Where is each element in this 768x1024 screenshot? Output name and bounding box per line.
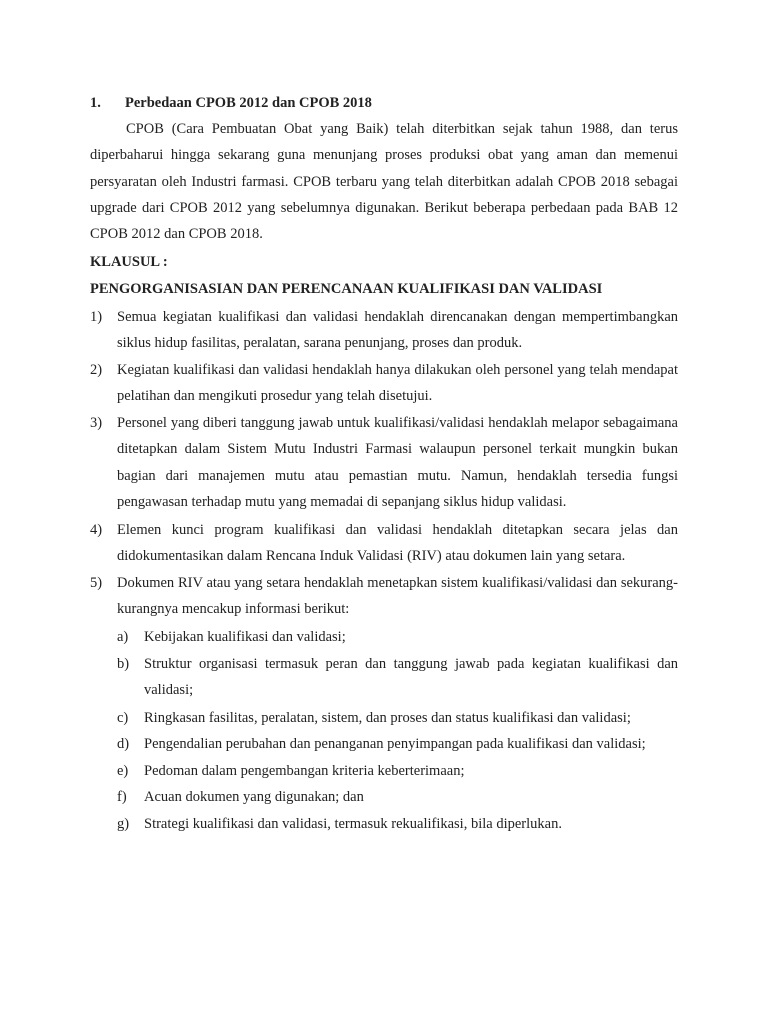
sub-item-a [117, 624, 678, 650]
list-marker: 5) [90, 575, 103, 591]
sub-item-d [117, 731, 678, 757]
list-item-2 [90, 357, 678, 410]
sub-marker: f) [117, 789, 127, 805]
sub-marker: d) [117, 736, 130, 752]
list-item-text: Semua kegiatan kualifikasi dan validasi hendaklah direncanakan dengan mempertimbangkan siklus hidup fasilitas, peralatan, sarana penunjang, proses dan produk. [117, 309, 678, 352]
sub-marker: b) [117, 656, 130, 672]
sub-item-e [117, 758, 678, 784]
sub-item-text: Ringkasan fasilitas, peralatan, sistem, dan proses dan status kualifikasi dan validasi; [144, 710, 631, 726]
sub-item-b [117, 651, 678, 704]
list-item-1 [90, 304, 678, 357]
section-title: PENGORGANISASIAN DAN PERENCANAAN KUALIFIKASI DAN VALIDASI [90, 281, 603, 297]
section-heading [90, 93, 372, 113]
sub-item-g [117, 811, 678, 837]
sub-marker: c) [117, 710, 129, 726]
heading-title: Perbedaan CPOB 2012 dan CPOB 2018 [125, 95, 372, 111]
list-item-text: Dokumen RIV atau yang setara hendaklah menetapkan sistem kualifikasi/validasi dan sekurang-kurangnya mencakup informasi berikut: [117, 575, 678, 618]
sub-item-text: Pengendalian perubahan dan penanganan penyimpangan pada kualifikasi dan validasi; [144, 736, 646, 752]
list-item-5 [90, 570, 678, 623]
sub-item-c [117, 705, 678, 731]
sub-item-text: Strategi kualifikasi dan validasi, termasuk rekualifikasi, bila diperlukan. [144, 816, 562, 832]
sub-marker: g) [117, 816, 130, 832]
list-marker: 2) [90, 362, 103, 378]
sub-marker: e) [117, 763, 129, 779]
list-item-3 [90, 410, 678, 515]
klausul-label: KLAUSUL : [90, 254, 168, 270]
sub-item-text: Pedoman dalam pengembangan kriteria keberterimaan; [144, 763, 465, 779]
heading-number: 1. [90, 95, 101, 111]
list-item-4 [90, 517, 678, 570]
sub-item-text: Acuan dokumen yang digunakan; dan [144, 789, 364, 805]
sub-item-text: Struktur organisasi termasuk peran dan tanggung jawab pada kegiatan kualifikasi dan validasi; [144, 656, 678, 699]
list-marker: 4) [90, 522, 103, 538]
list-marker: 1) [90, 309, 103, 325]
sub-item-f [117, 784, 678, 810]
list-item-text: Elemen kunci program kualifikasi dan validasi hendaklah ditetapkan secara jelas dan didokumentasikan dalam Rencana Induk Validasi (RIV) atau dokumen lain yang setara. [117, 522, 678, 565]
list-marker: 3) [90, 415, 103, 431]
list-item-text: Kegiatan kualifikasi dan validasi hendaklah hanya dilakukan oleh personel yang telah mendapat pelatihan dan mengikuti prosedur yang telah disetujui. [117, 362, 678, 405]
list-item-text: Personel yang diberi tanggung jawab untuk kualifikasi/validasi hendaklah melapor sebagaimana ditetapkan dalam Sistem Mutu Industri Farmasi walaupun personel terkait mungkin bukan bagian dari manajemen mutu atau pemastian mutu. Namun, hendaklah tersedia fungsi pengawasan terhadap mutu yang memadai di sepanjang siklus hidup validasi. [117, 415, 678, 510]
sub-item-text: Kebijakan kualifikasi dan validasi; [144, 629, 346, 645]
intro-paragraph: CPOB (Cara Pembuatan Obat yang Baik) telah diterbitkan sejak tahun 1988, dan terus diperbaharui hingga sekarang guna menunjang proses produksi obat yang aman dan memenui persyaratan oleh Industri farmasi. CPOB terbaru yang telah diterbitkan adalah CPOB 2018 sebagai upgrade dari CPOB 2012 yang sebelumnya digunakan. Berikut beberapa perbedaan pada BAB 12 CPOB 2012 dan CPOB 2018. [90, 121, 678, 243]
sub-marker: a) [117, 629, 129, 645]
